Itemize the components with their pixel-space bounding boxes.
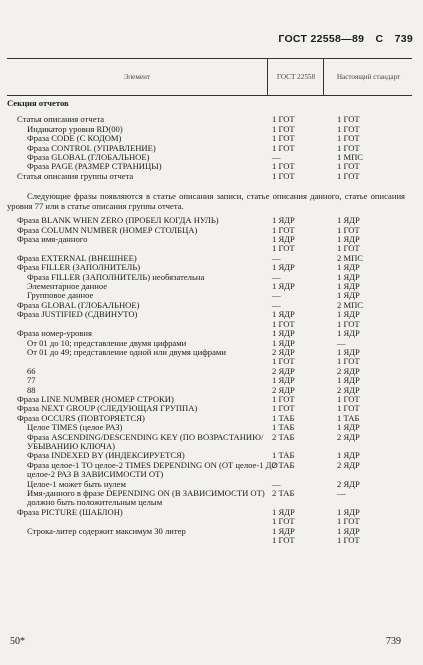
row-standard-level: 1 ЯДР [337,422,360,433]
row-standard-level: 1 ЯДР [337,281,360,292]
row-standard-level: 1 ГОТ [337,393,360,404]
row-element-name: Фраза GLOBAL (ГЛОБАЛЬНОЕ) [17,299,140,310]
row-standard-level: 1 ЯДР [337,215,360,226]
row-standard-level: 1 ЯДР [337,234,360,245]
column-header-gost: ГОСТ 22558 [267,59,324,95]
row-gost-level: — [272,152,281,163]
row-standard-level: 1 ЯДР [337,309,360,320]
section-title: Секция отчетов [7,98,69,108]
row-standard-level: 1 ЯДР [337,375,360,386]
row-gost-level: 1 ГОТ [272,224,295,235]
row-standard-level: 1 ГОТ [337,243,360,254]
row-standard-level: 1 ЯДР [337,262,360,273]
row-element-name: Фраза NEXT GROUP (СЛЕДУЮЩАЯ ГРУППА) [17,403,198,414]
row-gost-level: 1 ТАБ [272,422,295,433]
row-standard-level: 1 ГОТ [337,356,360,367]
row-gost-level: — [272,299,281,310]
row-gost-level: 1 ГОТ [272,516,295,527]
row-element-name: Строка-литер содержит максимум 30 литер [27,525,186,536]
row-standard-level: 1 ГОТ [337,114,360,125]
row-element-name: Фраза GLOBAL (ГЛОБАЛЬНОЕ) [27,152,150,163]
row-standard-level: 1 ГОТ [337,224,360,235]
row-element-name: 88 [27,384,36,395]
row-gost-level: 2 ТАБ [272,487,295,498]
section-title-row [7,99,412,108]
row-element-name: Целое TIMES (целое РАЗ) [27,422,123,433]
column-header-standard: Настоящий стандарт [323,59,413,95]
row-gost-level: 1 ЯДР [272,375,295,386]
row-gost-level: 1 ЯДР [272,525,295,536]
row-element-name: Фраза FILLER (ЗАПОЛНИТЕЛЬ) необязательна [27,271,205,282]
row-gost-level: 1 ГОТ [272,123,295,134]
footer-page-number: 739 [386,636,401,647]
row-element-name: Статья описания отчета [17,114,105,125]
row-gost-level: 1 ЯДР [272,506,295,517]
row-standard-level: 1 ЯДР [337,346,360,357]
header-page-number: 739 [394,33,413,45]
row-element-name: Фраза целое-1 TO целое-2 TIMES DEPENDING ON (ОТ целое-1 ДО целое-2 РАЗ В ЗАВИСИМОСТИ ОТ) [27,459,278,480]
row-element-name: Фраза INDEXED BY (ИНДЕКСИРУЕТСЯ) [27,450,185,461]
footer-signature: 50* [10,636,25,647]
table-row [7,536,412,545]
row-element-name: Фраза BLANK WHEN ZERO (ПРОБЕЛ КОГДА НУЛЬ) [17,215,219,226]
row-standard-level: 1 ЯДР [337,290,360,301]
row-gost-level: 1 ЯДР [272,328,295,339]
row-standard-level: 1 ГОТ [337,161,360,172]
row-element-name: Фраза FILLER (ЗАПОЛНИТЕЛЬ) [17,262,141,273]
row-gost-level: 1 ТАБ [272,412,295,423]
row-gost-level: 1 ТАБ [272,450,295,461]
row-element-name: От 01 до 49; представление одной или двумя цифрами [27,346,226,357]
table-header [7,58,412,96]
row-element-name: Целое-1 может быть нулем [27,478,126,489]
report-description-rows [7,115,412,181]
row-gost-level: 2 ТАБ [272,459,295,470]
row-element-name: От 01 до 10; представление двумя цифрами [27,337,187,348]
row-standard-level: 2 ЯДР [337,459,360,470]
row-standard-level: 1 ЯДР [337,450,360,461]
column-header-element: Элемент [123,73,151,81]
row-gost-level: 1 ГОТ [272,161,295,172]
row-gost-level: 1 ЯДР [272,234,295,245]
standard-number: ГОСТ 22558—89 [278,33,365,45]
row-element-name: Фраза PAGE (РАЗМЕР СТРАНИЦЫ) [27,161,162,172]
row-element-name: 66 [27,365,36,376]
row-element-name: Фраза CODE (С КОДОМ) [27,133,122,144]
row-element-name: Имя-данного в фразе DEPENDING ON (В ЗАВИСИМОСТИ ОТ) должно быть положительным целым [27,487,265,508]
row-standard-level: 1 ГОТ [337,318,360,329]
row-standard-level: — [337,487,346,498]
row-gost-level: 1 ГОТ [272,356,295,367]
row-gost-level: — [272,290,281,301]
row-standard-level: 1 ТАБ [337,412,360,423]
row-element-name: Фраза PICTURE (ШАБЛОН) [17,506,123,517]
row-element-name: Элементарное данное [27,281,108,292]
row-standard-level: 1 ГОТ [337,516,360,527]
row-gost-level: 1 ГОТ [272,142,295,153]
row-gost-level: 1 ЯДР [272,337,295,348]
clause-rows [7,216,412,545]
row-standard-level: 1 ЯДР [337,506,360,517]
row-standard-level: 1 ЯДР [337,328,360,339]
row-gost-level: 1 ЯДР [272,215,295,226]
row-standard-level: 1 ГОТ [337,170,360,181]
row-element-name: Статья описания группы отчета [17,170,134,181]
row-standard-level: 2 ЯДР [337,431,360,442]
row-gost-level: — [272,252,281,263]
row-element-name: Фраза номер-уровня [17,328,92,339]
row-standard-level: 1 ГОТ [337,123,360,134]
row-standard-level: 2 МПС [337,299,364,310]
row-standard-level: 2 ЯДР [337,365,360,376]
row-gost-level: 2 ЯДР [272,346,295,357]
row-element-name: Индикатор уровня RD(00) [27,123,123,134]
row-standard-level: 1 ГОТ [337,133,360,144]
row-gost-level: 1 ЯДР [272,309,295,320]
row-gost-level: 2 ЯДР [272,365,295,376]
row-standard-level: 1 ЯДР [337,271,360,282]
row-element-name: Фраза ASCENDING/DESCENDING KEY (ПО ВОЗРАСТАНИЮ/УБЫВАНИЮ КЛЮЧА) [27,431,264,451]
table-row [7,172,412,181]
table-body [7,99,412,545]
row-gost-level: 2 ТАБ [272,431,295,442]
row-standard-level: 1 ГОТ [337,535,360,545]
header-marker: С [375,33,384,45]
row-gost-level: — [272,478,281,489]
row-gost-level: 1 ГОТ [272,114,295,125]
table-row [7,461,412,480]
row-element-name: Фраза имя-данного [17,234,88,245]
row-standard-level: 2 ЯДР [337,478,360,489]
row-element-name: 77 [27,375,36,386]
table-row [7,489,412,508]
row-gost-level: 1 ГОТ [272,393,295,404]
row-standard-level: 1 ЯДР [337,525,360,536]
row-element-name: Фраза JUSTIFIED (СДВИНУТО) [17,309,138,320]
row-element-name: Фраза EXTERNAL (ВНЕШНЕЕ) [17,252,137,263]
row-gost-level: 1 ГОТ [272,535,295,545]
row-element-name: Фраза COLUMN NUMBER (НОМЕР СТОЛБЦА) [17,224,198,235]
row-gost-level: 1 ЯДР [272,262,295,273]
row-gost-level: 2 ЯДР [272,384,295,395]
row-standard-level: 2 МПС [337,252,364,263]
row-gost-level: 1 ГОТ [272,243,295,254]
table-row [7,433,412,452]
row-element-name: Фраза CONTROL (УПРАВЛЕНИЕ) [27,142,156,153]
row-gost-level: — [272,271,281,282]
row-element-name: Фраза OCCURS (ПОВТОРЯЕТСЯ) [17,412,145,423]
row-gost-level: 1 ЯДР [272,281,295,292]
row-standard-level: 1 МПС [337,152,364,163]
row-gost-level: 1 ГОТ [272,318,295,329]
row-gost-level: 1 ГОТ [272,403,295,414]
row-standard-level: 2 ЯДР [337,384,360,395]
row-standard-level: — [337,337,346,348]
row-element-name: Фраза LINE NUMBER (НОМЕР СТРОКИ) [17,393,174,404]
row-standard-level: 1 ГОТ [337,142,360,153]
page-header [0,33,413,45]
row-gost-level: 1 ГОТ [272,133,295,144]
row-gost-level: 1 ГОТ [272,170,295,181]
row-element-name: Групповое данное [27,290,94,301]
row-standard-level: 1 ГОТ [337,403,360,414]
intro-paragraph: Следующие фразы появляются в статье описания записи, статье описания данного, статье описания уровня 77 или в статье описания группы отчета. [7,191,405,212]
